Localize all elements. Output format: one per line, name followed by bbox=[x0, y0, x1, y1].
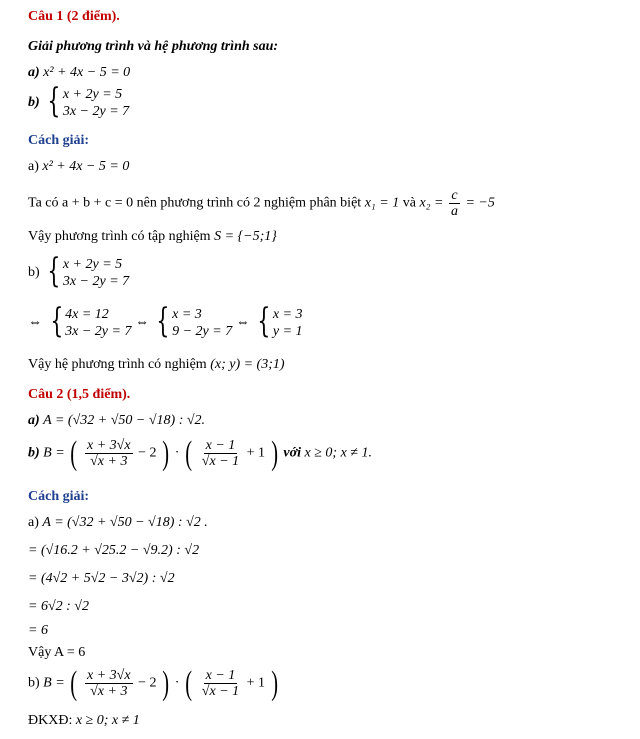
fraction-denominator: a bbox=[450, 204, 458, 219]
system-step-2 bbox=[152, 301, 233, 341]
brace-icon: { bbox=[47, 81, 61, 121]
system-of-equations bbox=[43, 251, 130, 291]
root-x1: x₁ = 1 bbox=[364, 195, 400, 211]
expression-A: A = (√32 + √50 − √18) : √2. bbox=[43, 413, 206, 428]
expression-B-left: B = bbox=[43, 675, 65, 691]
solution-a-line-1 bbox=[28, 514, 208, 532]
question-1-part-a bbox=[28, 64, 130, 82]
solution-a-explanation bbox=[28, 188, 495, 219]
paren-close-icon: ) bbox=[162, 664, 170, 702]
brace-icon: { bbox=[156, 301, 170, 341]
solution-value: (x; y) = (3;1) bbox=[210, 357, 285, 372]
part-a-equation: x² + 4x − 5 = 0 bbox=[43, 65, 131, 80]
system-row: 3x − 2y = 7 bbox=[62, 274, 130, 289]
multiply-dot: · bbox=[174, 445, 180, 461]
brace-icon: { bbox=[49, 301, 63, 341]
explanation-text: Ta có a + b + c = 0 nên phương trình có 2 nghiệm phân biệt bbox=[28, 195, 362, 211]
domain-condition bbox=[28, 712, 140, 730]
solution-b-steps bbox=[28, 301, 303, 341]
paren-close-icon: ) bbox=[270, 664, 278, 702]
brace-icon: { bbox=[47, 251, 61, 291]
solution-a-line-3: = (4√2 + 5√2 − 3√2) : √2 bbox=[28, 571, 175, 586]
root-x2-right: = −5 bbox=[465, 195, 495, 211]
brace-icon: { bbox=[257, 301, 271, 341]
conclusion-text: Vậy hệ phương trình có nghiệm bbox=[28, 357, 207, 372]
solution-b-conclusion bbox=[28, 356, 285, 374]
question-2-title: Câu 2 (1,5 điểm). bbox=[28, 387, 131, 402]
question-2-part-a bbox=[28, 412, 205, 430]
equivalence-icon: ⇔ bbox=[235, 315, 250, 330]
fraction bbox=[200, 668, 241, 699]
solution-a-line-2: = (√16.2 + √25.2 − √9.2) : √2 bbox=[28, 543, 200, 558]
conclusion-text: Vậy phương trình có tập nghiệm bbox=[28, 229, 211, 244]
fraction bbox=[200, 438, 241, 469]
multiply-dot: · bbox=[174, 675, 180, 691]
dkxd-label: ĐKXĐ: bbox=[28, 713, 73, 728]
fraction bbox=[85, 668, 133, 699]
sol-b-label: b) bbox=[28, 675, 40, 691]
fraction-denominator: √x + 3 bbox=[90, 684, 128, 699]
solution-a-line-4: = 6√2 : √2 bbox=[28, 599, 89, 614]
fraction-numerator: x + 3√x bbox=[87, 438, 131, 453]
fraction-denominator: √x + 3 bbox=[90, 454, 128, 469]
root-x2-left: x₂ = bbox=[419, 195, 444, 211]
math-line: A = (√32 + √50 − √18) : √2 . bbox=[42, 515, 208, 530]
sol-a-label: a) bbox=[28, 159, 39, 174]
term: + 1 bbox=[246, 675, 266, 691]
solution-a-conclusion bbox=[28, 228, 277, 246]
solution-part-b bbox=[28, 664, 280, 702]
fraction-denominator: √x − 1 bbox=[201, 684, 240, 699]
question-1-title: Câu 1 (2 điểm). bbox=[28, 9, 120, 24]
paren-close-icon: ) bbox=[162, 434, 170, 472]
fraction bbox=[85, 438, 133, 469]
paren-close-icon: ) bbox=[270, 434, 278, 472]
solution-part-a bbox=[28, 158, 129, 176]
system-step-3 bbox=[253, 301, 303, 341]
fraction-c-over-a bbox=[449, 188, 460, 219]
equivalence-icon: ⇔ bbox=[28, 315, 42, 330]
term: − 2 bbox=[138, 445, 157, 461]
fraction-numerator: x − 1 bbox=[205, 438, 236, 453]
solution-a-line-5: = 6 bbox=[28, 623, 48, 638]
solution-part-b bbox=[28, 251, 130, 291]
fraction-denominator: √x − 1 bbox=[201, 454, 240, 469]
system-row: 4x = 12 bbox=[65, 307, 109, 322]
condition-word: với bbox=[283, 445, 302, 461]
question-1-instruction: Giải phương trình và hệ phương trình sau: bbox=[28, 39, 279, 54]
solution-heading: Cách giải: bbox=[28, 133, 90, 148]
fraction-numerator: c bbox=[451, 188, 458, 203]
solution-heading: Cách giải: bbox=[28, 489, 90, 504]
term: + 1 bbox=[246, 445, 266, 461]
fraction-numerator: x − 1 bbox=[205, 668, 236, 683]
part-b-label: b) bbox=[28, 95, 40, 110]
paren-open-icon: ( bbox=[70, 664, 78, 702]
dkxd-condition: x ≥ 0; x ≠ 1 bbox=[75, 713, 140, 728]
system-of-equations bbox=[43, 81, 130, 121]
system-row: 9 − 2y = 7 bbox=[172, 324, 233, 339]
paren-open-icon: ( bbox=[185, 664, 193, 702]
system-row: x = 3 bbox=[272, 307, 303, 322]
sol-a-label: a) bbox=[28, 515, 39, 530]
connector-text: và bbox=[402, 195, 416, 211]
system-row: x + 2y = 5 bbox=[62, 87, 123, 102]
term: − 2 bbox=[138, 675, 157, 691]
system-row: 3x − 2y = 7 bbox=[62, 104, 130, 119]
solution-a-conclusion: Vậy A = 6 bbox=[28, 645, 86, 660]
system-row: x = 3 bbox=[172, 307, 202, 322]
paren-open-icon: ( bbox=[185, 434, 193, 472]
fraction-numerator: x + 3√x bbox=[87, 668, 131, 683]
question-1-part-b bbox=[28, 81, 130, 121]
system-step-1 bbox=[46, 301, 132, 341]
paren-open-icon: ( bbox=[70, 434, 78, 472]
part-a-label: a) bbox=[28, 65, 40, 80]
condition: x ≥ 0; x ≠ 1. bbox=[304, 445, 372, 461]
system-row: x + 2y = 5 bbox=[62, 257, 123, 272]
part-a-label: a) bbox=[28, 413, 40, 428]
question-2-part-b bbox=[28, 434, 372, 472]
part-b-label: b) bbox=[28, 445, 40, 461]
system-row: 3x − 2y = 7 bbox=[65, 324, 132, 339]
equivalence-icon: ⇔ bbox=[134, 315, 149, 330]
sol-a-equation: x² + 4x − 5 = 0 bbox=[42, 159, 130, 174]
sol-b-label: b) bbox=[28, 265, 40, 280]
system-row: y = 1 bbox=[272, 324, 303, 339]
solution-set: S = {−5;1} bbox=[214, 229, 277, 244]
expression-B-left: B = bbox=[43, 445, 65, 461]
